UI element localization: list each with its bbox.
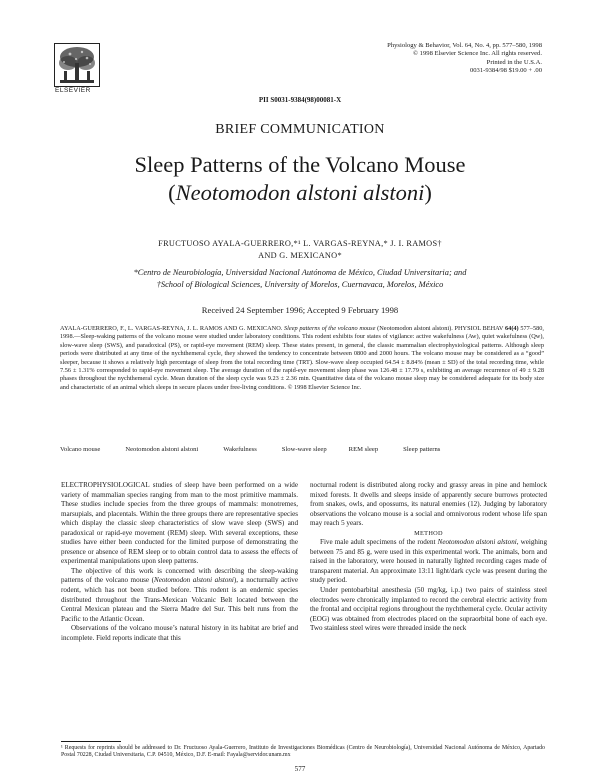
footnote-rule: [61, 741, 121, 742]
section-heading: BRIEF COMMUNICATION: [215, 122, 385, 137]
publisher-logo-text: ELSEVIER: [55, 87, 91, 94]
affiliation-2: †School of Biological Sciences, University of Morelos, Cuernavaca, Morelos, México: [156, 279, 444, 289]
article-subtitle: [0, 180, 600, 206]
abstract-citation-species: (Neotomodon alstoni alstoni).: [377, 325, 453, 332]
keyword: Slow-wave sleep: [281, 446, 327, 453]
method-heading: METHOD: [414, 529, 443, 537]
issn-line: 0031-9384/98 $19.00 + .00: [469, 67, 542, 75]
author-list: [100, 238, 500, 262]
page-number: 577: [294, 765, 306, 773]
elsevier-tree-logo: [54, 43, 100, 87]
article-title: Sleep Patterns of the Volcano Mouse: [134, 152, 466, 177]
copyright-line: © 1998 Elsevier Science Inc. All rights reserved.: [413, 50, 542, 58]
paragraph-text: Five male adult specimens of the rodent: [320, 538, 438, 547]
keyword: Neotomodon alstoni alstoni: [125, 446, 199, 453]
paragraph-text: , weighing between 75 and 85 g, were used in this experimental work. The animals, born and raised in the laboratory, were housed in naturally lighted recording cages made of transparent material. An approximate 13:11 light/dark cycle was present during the study period.: [310, 538, 548, 585]
abstract: [60, 325, 544, 392]
paragraph: [61, 567, 298, 624]
abstract-volume: 64(4): [505, 325, 519, 332]
abstract-citation-title: Sleep patterns of the volcano mouse: [284, 325, 376, 332]
abstract-body: 577–580, 1998.—Sleep-waking patterns of the volcano mouse were studied under laboratory conditions. This rodent exhibits four states of vigilance: active wakefulness (Aw), quiet wakefulness (Qw), slow-wave sleep (SWS), and paradoxical (PS), or rapid-eye movement (REM) sleep. These states present, in general, the classic mammalian electrophysiological patterns. Although sleep periods were distributed at any time of the nychthemeral cycle, they showed the tendency to concentrate between 0800 and 2000 hours. The volcano mouse may be considered as a “good” sleeper, because it shows a relatively high percentage of sleep from the total recording time (TRT). Slow-wave sleep occupied 64.54 ± 8.84% (mean ± SD) of the total recording time, while 7.56 ± 1.31% corresponded to rapid-eye movement sleep. The average duration of the rapid-eye movement sleep phase was 126.48 ± 17.79 s, exhibiting an average recurrence of 49 ± 9.28 phases throughout the nychthemeral cycle. Mean duration of the sleep cycle was 9.23 ± 2.36 min. Quantitative data of the volcano mouse sleep may be considered adequate for its body size and characteristic of an animal which sleeps in secure places under free-living conditions.: [60, 325, 544, 391]
paragraph: [310, 538, 547, 586]
keywords: [60, 446, 544, 453]
paragraph-text: studies of sleep have been performed on a wide variety of mammalian species ranging from man to the most primitive mammals. These studies include species from the three groups of mammals: monotremes, marsupials, and placentals. Within the three groups there are representative species which display the classic sleep characteristics of slow wave sleep (SWS) and paradoxical or rapid-eye movement (REM) sleep. With several exceptions, these studies have either been conducted for the limited purpose of demonstrating the presence or absence of REM sleep or to obtain control data to assess the effects of experimental manipulations upon sleep patterns.: [61, 481, 298, 566]
affiliations: [70, 267, 530, 290]
printed-line: Printed in the U.S.A.: [486, 58, 542, 66]
authors-line-1: FRUCTUOSO AYALA-GUERRERO,*¹ L. VARGAS-REYNA,* J. I. RAMOS†: [158, 239, 442, 248]
paragraph: Observations of the volcano mouse’s natural history in its habitat are brief and incomplete. Field reports indicate that this: [61, 624, 298, 642]
keyword: Wakefulness: [223, 446, 257, 453]
footnote: ¹ Requests for reprints should be addressed to Dr. Fructuoso Ayala-Guerrero, Instituto de Investigaciones Biomédicas (Centro de Neurobiología), Universidad Nacional Autónoma de México, Apartado Postal 70228, Ciudad Universitaria, C.P. 04510, México, D.F. E-mail: Fayala@servidor.unam.mx: [61, 745, 545, 759]
paragraph-text: The objective of this work is concerned with describing the sleep-waking patterns of the volcano mouse (: [61, 566, 298, 585]
authors-line-2: AND G. MEXICANO*: [258, 251, 342, 260]
abstract-citation: AYALA-GUERRERO, F., L. VARGAS-REYNA, J. L. RAMOS AND G. MEXICANO.: [60, 325, 283, 332]
left-column: [61, 481, 298, 643]
title-open-paren: (: [168, 180, 176, 205]
species-name: Neotomodon alstoni alstoni: [175, 180, 425, 205]
title-close-paren: ): [424, 180, 432, 205]
right-column: [310, 481, 547, 634]
lead-in-word: ELECTROPHYSIOLOGICAL: [61, 481, 150, 489]
abstract-journal: PHYSIOL BEHAV: [454, 325, 504, 332]
paragraph: Under pentobarbital anesthesia (50 mg/kg, i.p.) two pairs of stainless steel electrodes were chronically implanted to record the cerebral electric activity from the frontal and occipital regions throughout the nychthemeral cycle. Ocular activity (EOG) was obtained from electrodes placed on the supraorbital bone of each eye. Two stainless steel wires were threaded inside the neck: [310, 586, 547, 633]
species-name: Neotomodon alstoni alstoni: [437, 538, 517, 547]
paragraph-text: ), a nocturnally active rodent, which has not been studied before. This rodent is an endemic species distributed throughout the Trans-Mexican Volcanic Belt located between the Central Mexican plateau and the Sierra Madre del Sur. This belt runs from the Pacific to the Atlantic Ocean.: [61, 576, 298, 623]
received-accepted-dates: Received 24 September 1996; Accepted 9 February 1998: [201, 305, 399, 315]
keyword: REM sleep: [348, 446, 379, 453]
abstract-copyright: © 1998 Elsevier Science Inc.: [287, 383, 362, 391]
journal-citation: Physiology & Behavior, Vol. 64, No. 4, pp. 577–580, 1998: [387, 42, 542, 49]
journal-info: [322, 42, 542, 76]
species-name: Neotomodon alstoni alstoni: [153, 576, 234, 585]
affiliation-1: *Centro de Neurobiología, Universidad Nacional Autónoma de México, Ciudad Universitaria; and: [133, 268, 467, 277]
keyword: Sleep patterns: [403, 446, 441, 453]
keyword: Volcano mouse: [60, 446, 101, 453]
paragraph: nocturnal rodent is distributed along rocky and grassy areas in pine and hemlock mixed forests. It dwells and sleeps inside of apparently secure burrows protected from snakes, owls, and opossums, its natural enemies (12). Judging by laboratory observations the volcano mouse is a social and omnivorous rodent whose life span may reach 5 years.: [310, 481, 547, 528]
paragraph: [61, 481, 298, 567]
pii: PII S0031-9384(98)00081-X: [258, 96, 342, 104]
